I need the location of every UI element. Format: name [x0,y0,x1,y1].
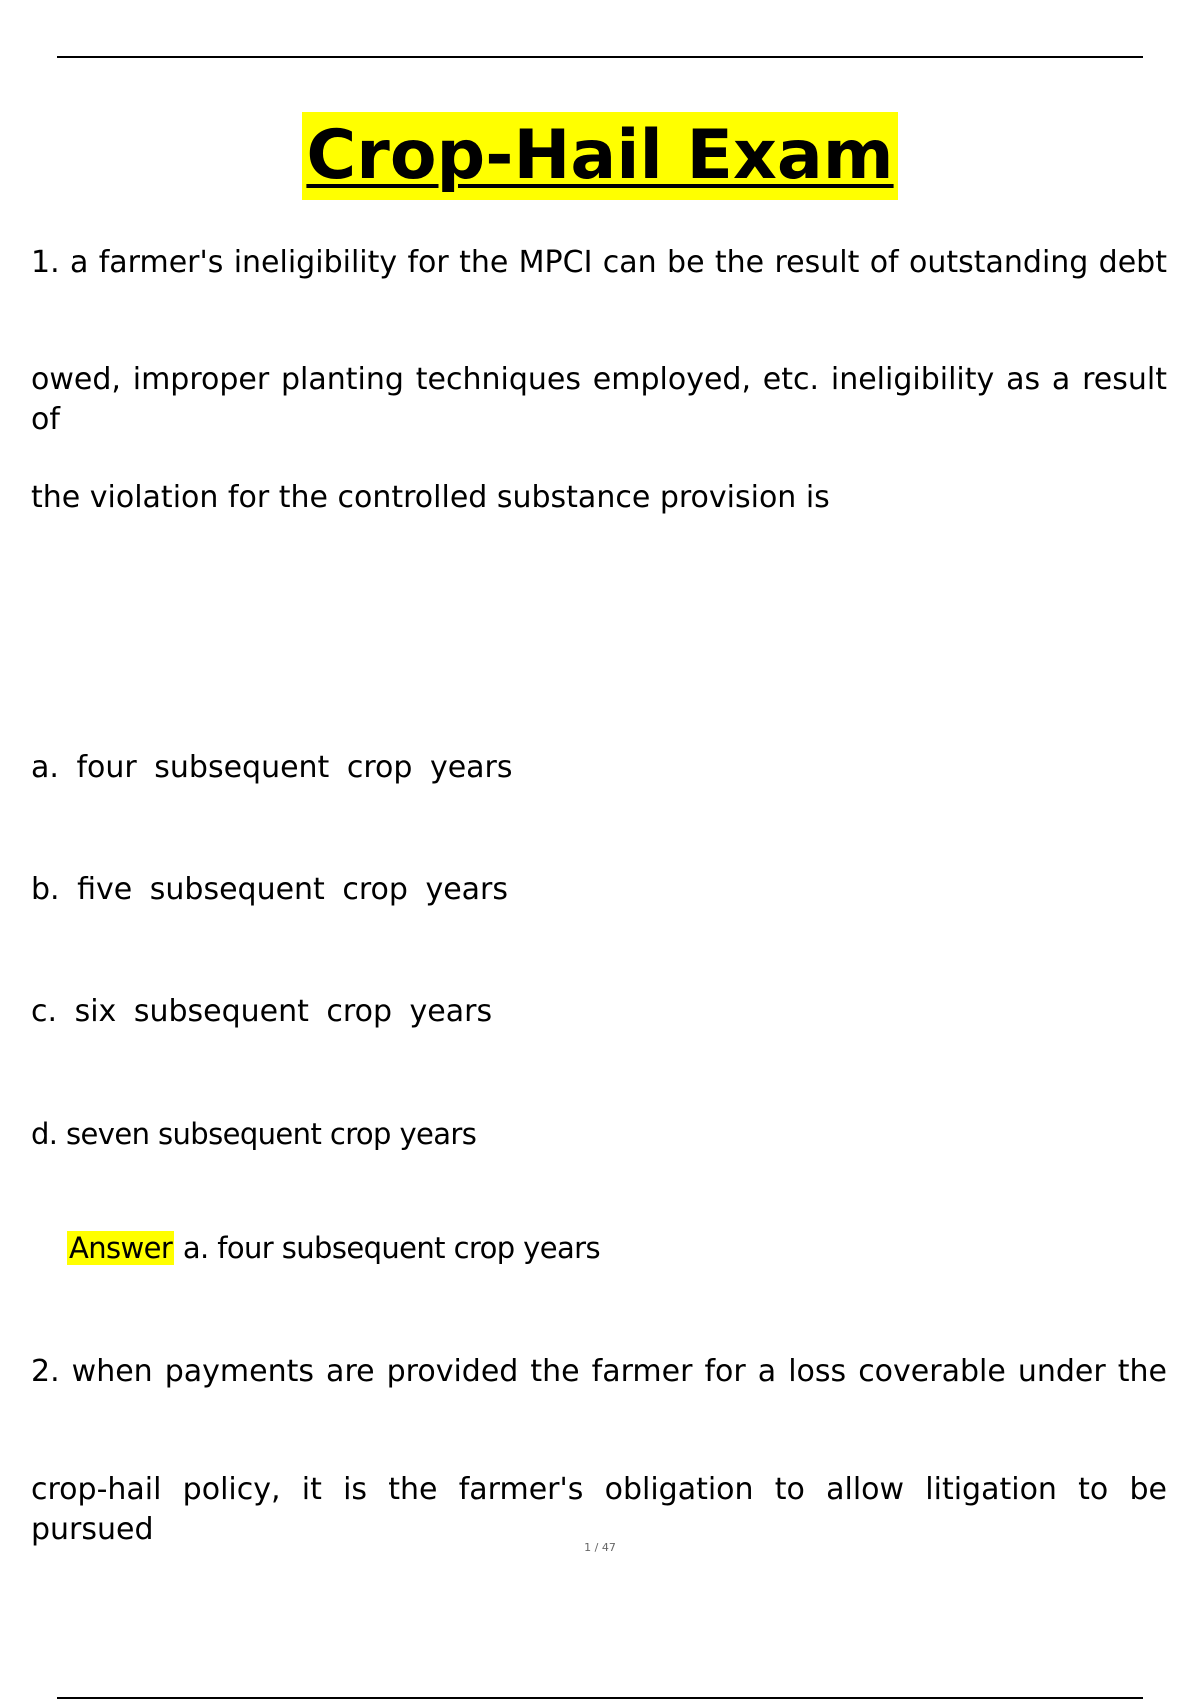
answer-line [67,1228,600,1268]
option-a: a. four subsequent crop years [31,750,513,785]
document-title: Crop-Hail Exam [302,112,897,200]
question-1-line-3: the violation for the controlled substance provision is [31,480,830,515]
answer-text: a. four subsequent crop years [182,1231,600,1265]
bottom-rule [57,1697,1143,1699]
top-rule [57,56,1143,58]
question-1-line-1: 1. a farmer's ineligibility for the MPCI can be the result of outstanding debt [31,245,1167,280]
option-c: c. six subsequent crop years [31,994,493,1029]
page-number: 1 / 47 [584,1541,616,1554]
option-d: d. seven subsequent crop years [31,1117,477,1151]
question-2-line-2: crop-hail policy, it is the farmer's obligation to allow litigation to be pursued [31,1472,1167,1547]
option-b: b. five subsequent crop years [31,872,509,907]
question-1-line-2: owed, improper planting techniques employed, etc. ineligibility as a result of [31,362,1167,437]
title-container [0,112,1200,200]
question-2-line-1: 2. when payments are provided the farmer for a loss coverable under the [31,1354,1167,1389]
answer-label: Answer [69,1231,173,1265]
